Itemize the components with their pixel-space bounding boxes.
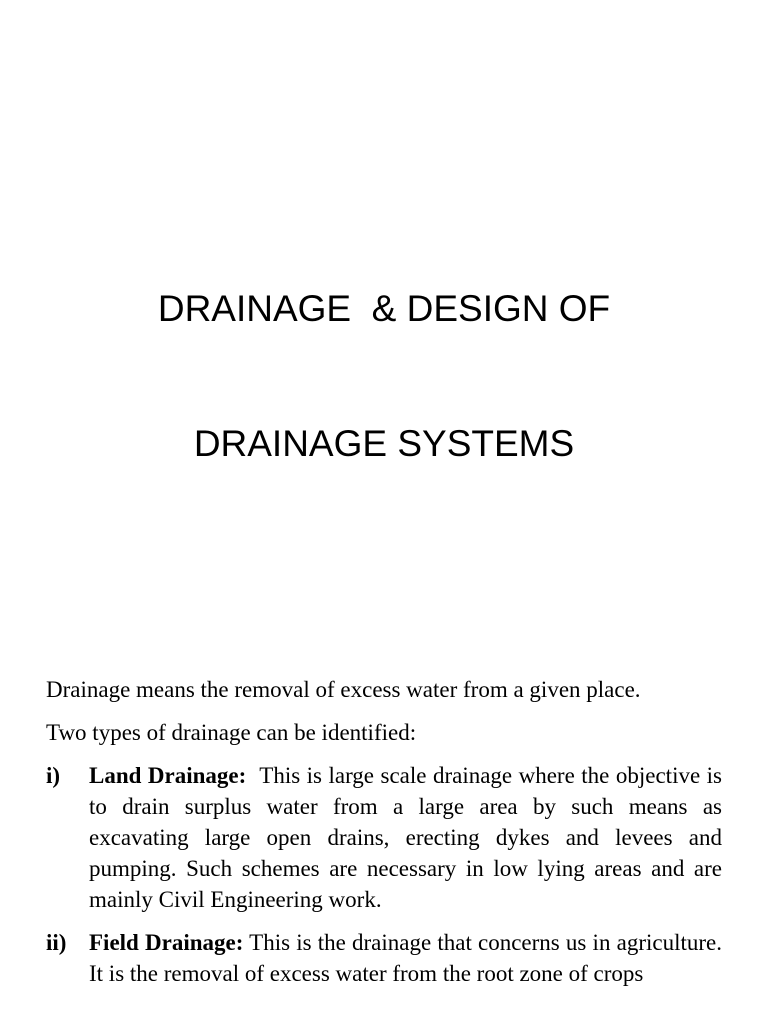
title-line-2: DRAINAGE SYSTEMS: [193, 423, 575, 464]
intro-paragraph: Drainage means the removal of excess water from a given place.: [46, 677, 641, 702]
types-intro-paragraph: Two types of drainage can be identified:: [46, 720, 417, 745]
definition-land-drainage: This is large scale drainage where the objective is to drain surplus water from a large area by such means as excavating large open drains, erecting dykes and levees and pumping. Such schemes are necessary in low lying areas and are mainly Civil Engineering work.: [89, 763, 722, 912]
list-item-field-drainage: [46, 927, 722, 989]
title-line-1: DRAINAGE & DESIGN OF: [157, 288, 611, 329]
list-item-body: [89, 927, 722, 989]
term-field-drainage: Field Drainage:: [89, 930, 244, 955]
list-marker: ii): [46, 930, 67, 955]
list-item-body: [89, 760, 722, 915]
term-land-drainage: Land Drainage:: [89, 763, 247, 788]
list-marker: i): [46, 763, 61, 788]
list-item-land-drainage: [46, 760, 722, 915]
definition-field-drainage: This is the drainage that concerns us in agriculture. It is the removal of excess water from the root zone of crops: [89, 930, 722, 986]
body-content: [46, 674, 722, 1001]
page-title: [0, 196, 768, 511]
